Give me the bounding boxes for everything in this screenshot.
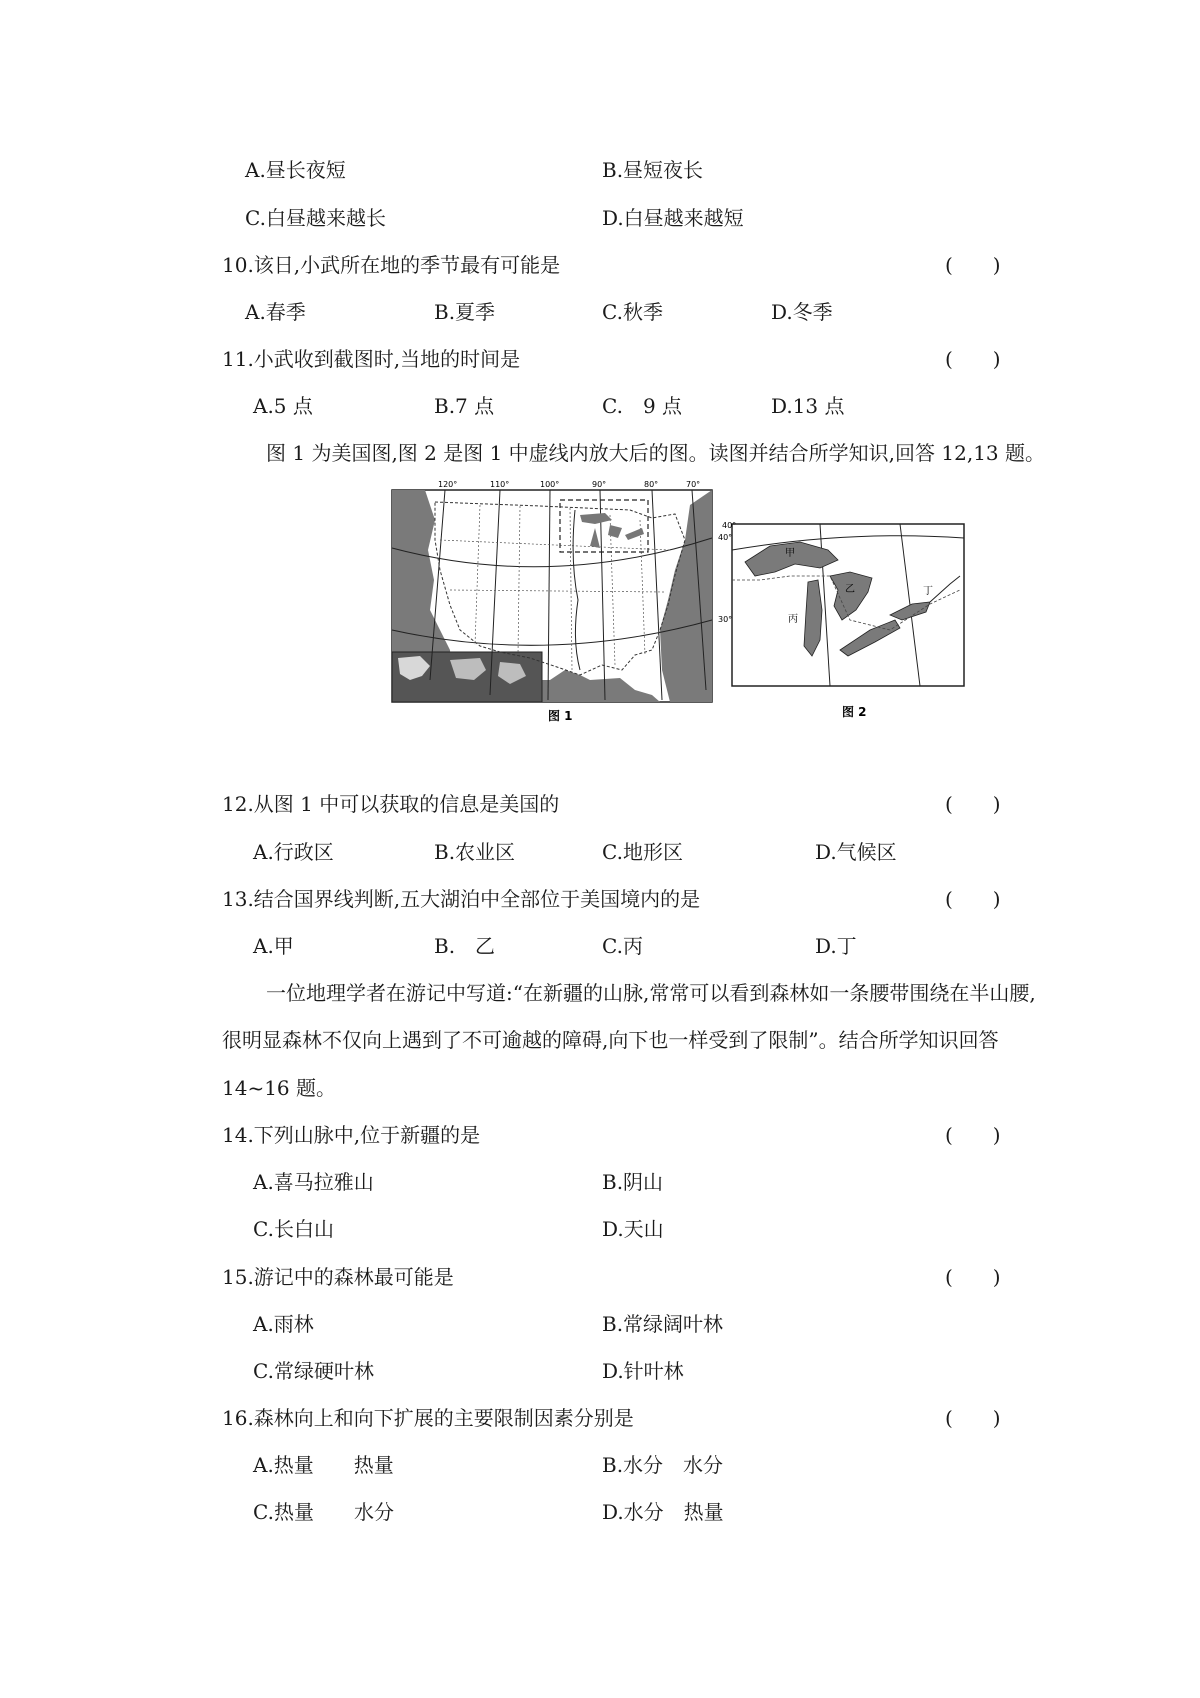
lon-label-110: 110° [490,480,510,489]
lat-label-30: 30° [718,615,733,624]
q11-option-c: C. 9 点 [602,394,683,418]
q12-answer-bracket: ( ) [945,792,1001,816]
q13-option-d: D.丁 [815,934,857,958]
q12-option-a: A.行政区 [253,840,334,864]
q14-stem: 14.下列山脉中,位于新疆的是 [222,1123,481,1147]
lon-label-80: 80° [644,480,659,489]
q15-stem: 15.游记中的森林最可能是 [222,1265,454,1289]
figure-2-great-lakes [722,521,964,686]
q12-option-d: D.气候区 [815,840,897,864]
q13-option-a: A.甲 [253,934,294,958]
lon-label-90: 90° [592,480,607,489]
lon-label-120: 120° [438,480,458,489]
q12-stem: 12.从图 1 中可以获取的信息是美国的 [222,792,560,816]
q15-option-a: A.雨林 [253,1312,314,1336]
q16-stem: 16.森林向上和向下扩展的主要限制因素分别是 [222,1406,634,1430]
q11-option-b: B.7 点 [434,394,495,418]
q14-option-a: A.喜马拉雅山 [253,1170,374,1194]
q15-option-b: B.常绿阔叶林 [602,1312,724,1336]
q12-option-c: C.地形区 [602,840,683,864]
label-jia: 甲 [785,548,795,559]
lon-label-70: 70° [686,480,701,489]
q14-option-c: C.长白山 [253,1217,334,1241]
figure-1-map [392,480,732,702]
q9-option-a: A.昼长夜短 [245,158,346,182]
intro-14-16-line3: 14~16 题。 [222,1076,337,1100]
q10-option-b: B.夏季 [434,300,496,324]
q10-option-a: A.春季 [245,300,306,324]
q11-stem: 11.小武收到截图时,当地的时间是 [222,347,521,371]
q13-option-c: C.丙 [602,934,643,958]
q14-option-d: D.天山 [602,1217,664,1241]
lat-label-40: 40° [718,533,733,542]
q14-answer-bracket: ( ) [945,1123,1001,1147]
q13-answer-bracket: ( ) [945,887,1001,911]
intro-14-16-line2: 很明显森林不仅向上遇到了不可逾越的障碍,向下也一样受到了限制”。结合所学知识回答 [222,1028,999,1052]
q11-option-a: A.5 点 [253,394,313,418]
q13-option-b: B. 乙 [434,934,496,958]
lon-label-100: 100° [540,480,560,489]
q13-stem: 13.结合国界线判断,五大湖泊中全部位于美国境内的是 [222,887,701,911]
q10-option-c: C.秋季 [602,300,663,324]
label-bing: 丙 [788,614,798,625]
q15-answer-bracket: ( ) [945,1265,1001,1289]
label-ding: 丁 [923,586,933,597]
q11-option-d: D.13 点 [771,394,845,418]
usa-map-figure [390,480,970,740]
fig2-lat-label: 40° [722,521,737,530]
q9-option-b: B.昼短夜长 [602,158,704,182]
q16-answer-bracket: ( ) [945,1406,1001,1430]
q15-option-c: C.常绿硬叶林 [253,1359,374,1383]
q9-option-c: C.白昼越来越长 [245,206,386,230]
q10-option-d: D.冬季 [771,300,833,324]
figure-1-caption: 图 1 [548,709,573,723]
q12-option-b: B.农业区 [434,840,516,864]
figure-2-caption: 图 2 [842,705,867,719]
q11-answer-bracket: ( ) [945,347,1001,371]
q16-option-c: C.热量 水分 [253,1500,394,1524]
q10-stem: 10.该日,小武所在地的季节最有可能是 [222,253,561,277]
q10-answer-bracket: ( ) [945,253,1001,277]
q16-option-d: D.水分 热量 [602,1500,724,1524]
label-yi: 乙 [845,584,855,595]
q14-option-b: B.阴山 [602,1170,664,1194]
q16-option-a: A.热量 热量 [253,1453,394,1477]
intro-14-16-line1: 一位地理学者在游记中写道:“在新疆的山脉,常常可以看到森林如一条腰带围绕在半山腰, [266,981,1036,1005]
q15-option-d: D.针叶林 [602,1359,684,1383]
q16-option-b: B.水分 水分 [602,1453,724,1477]
q9-option-d: D.白昼越来越短 [602,206,744,230]
intro-12-13: 图 1 为美国图,图 2 是图 1 中虚线内放大后的图。读图并结合所学知识,回答 12,13 题。 [266,441,1046,465]
